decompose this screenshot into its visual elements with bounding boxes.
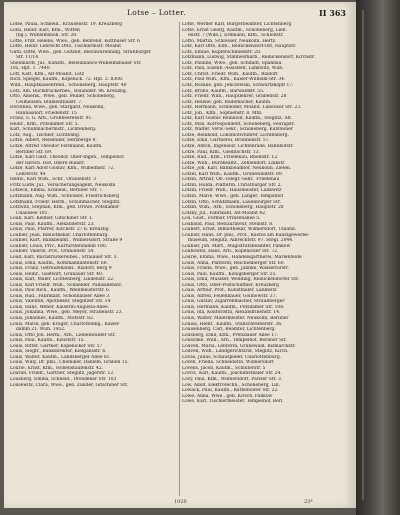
- directory-entry: Louis, Karl Friedr. Wilh., Schneider, Pallisadenstr.: [10, 282, 123, 288]
- directory-entry: Lotz, Emilie, Kupferschmiedstr. 28.: [182, 49, 262, 55]
- directory-entry: Louis, Paul, Kaufm., Königsberger Str. 25.: [182, 271, 277, 277]
- directory-entry: Lotsi, Heinr. Karl, Kfm., Witten: [10, 27, 80, 33]
- directory-entry: damm 21. Wilh. 1452.: [16, 327, 66, 333]
- directory-entry: Loubier, Jean, Bibliothekar, Charlottenburg.: [10, 232, 109, 238]
- directory-entry: Louis, Heinr., Gastwirt, Grünauer Str. 40.: [10, 271, 104, 277]
- directory-entry: Hedw., Karl Wilh., Schr., Oranienstr. 3: [10, 177, 96, 183]
- directory-entry: Loud, Karl, Buchdruckereibes., Stralauer Str. 3.: [10, 254, 118, 260]
- directory-entry: Lotze, Anton, Ingenieur, Lichtenrade, Bahnhofstr.: [182, 144, 294, 150]
- directory-entry: Lotzky, Jul., Fabrikant, Alt-Moabit 42.: [182, 210, 267, 216]
- directory-entry: Lotz, Max, Korrespondent, Schöneberg, Feurigstr.: [182, 121, 295, 127]
- directory-entry: Louisenberg, Carl, Beamter, Lichtenberg.: [182, 327, 276, 333]
- directory-entry: Ceilhausen, Blumenthalstr. 7.: [16, 99, 83, 105]
- directory-entry: Loub, Karl, Kellner, Gitschiner Str. 1.: [10, 216, 94, 222]
- directory-entry: Louven, Maria, Lehrerin, Grunewald, Bismarckstr.: [182, 343, 296, 349]
- directory-entry: Lotze, Karl Adolf Gustav, Kfm., Wilhelmstr. 72.: [10, 166, 115, 172]
- directory-entry: Lotze, Wilh., Bürobeamt., Zehlendorf, Linkstr.: [182, 160, 286, 166]
- page-footer: [4, 498, 356, 507]
- directory-entry: Louis, Gustav, Zigarrenmacher, Straußberger: [182, 299, 285, 305]
- directory-entry: Louran, Friedr., Gärtner, Steglitz, Jägerstr. 12: [10, 371, 114, 377]
- directory-entry: der Hirsch. Hof, Obere Bunstr.: [16, 160, 86, 166]
- directory-entry: enstr. 7 (Wilh.), Erdmann, Kfm., Schloßstr.: [188, 33, 284, 39]
- directory-entry: Louis, Emil, Kaufm., Kommandantenstr. 60.: [10, 260, 108, 266]
- directory-entry: Louis, Johannes, Kaufm., Motzstr. 82.: [10, 315, 95, 321]
- directory-entry: Loubert, Ernst, Bibliothekar, Wilmersdorf, Uhland.: [182, 227, 297, 233]
- directory-entry: Louis, Franz, Getreidehändl., Rixdorf, Berg 9: [10, 266, 112, 272]
- running-head: Lotse – Lotter.: [127, 8, 186, 17]
- directory-entry: Lotzmann, Aug. Wilh., Schlosser, Friedrichsberg: [10, 193, 120, 199]
- right-column: [182, 22, 348, 496]
- directory-entry: Lotz, Helene, geb. Rademacher, Kaufm.: [182, 99, 272, 105]
- directory-entry: Low, Adolf, Elektrotechn., Schöneberg, Lin.: [182, 382, 280, 388]
- directory-entry: Guth.-Ditte, Wwe., geb. Gutzeit, Blechwarenhdlg. Straßburger: [10, 49, 151, 55]
- directory-entry: Heinr., Kfm., Potsdamer Str. 5.: [10, 121, 79, 127]
- directory-entry: Lotzin, Arthur, Ob.-Telegr.-Sekr., Friedenau: [182, 177, 280, 183]
- directory-entry: Lotze, Albert, Reisender, Herzberge 9.: [10, 138, 97, 144]
- directory-entry: Louis, Arthur, Prof., Kunstmaler, Lankwitz: [182, 288, 277, 294]
- directory-entry: Lotzel, Karl Wilh., Kaufm., Grunewaldstr. 89.: [182, 171, 284, 177]
- directory-entry: Louis, Ritter, Gärtner, Kopenicker Str. 57: [10, 343, 103, 349]
- directory-entry: Lotze, Rud., Kfm., Friedenau, Rheinstr. 12.: [182, 155, 279, 161]
- directory-entry: Louis, Willy, Dr. phil., Chemiker, Dahlem, Graben 15.: [10, 360, 129, 366]
- directory-entry: 105, Hpt. 1. 7440.: [10, 66, 51, 72]
- directory-entry: Lotz, Bruno, Kaufm., Bärwaldstr. 55.: [182, 88, 265, 94]
- directory-entry: Berliner Str. 69.: [16, 149, 53, 155]
- directory-entry: Louis, Rud., Fabrikant, Schönhauser Allee 3.: [10, 293, 111, 299]
- directory-entry: Lotzin, Otto, Schutzmann, Lauenburger Str.: [182, 199, 281, 205]
- directory-entry: Louis, Siegfr., Bankdirektor, Kielgansstr. 6.: [10, 349, 107, 355]
- directory-entry: Lotz, Paul, Eisenb.-Assistent, Lankwitz, Wilh.: [182, 66, 284, 72]
- directory-entry: Louis, Karl, Maler, Lichtenberg, Lindenstr. 22.: [10, 277, 115, 283]
- directory-entry: Lehrerstr. 44: [16, 171, 46, 177]
- directory-entry: Lovens, Jacob, Kaufm., Schlüterstr. 5: [182, 365, 266, 371]
- directory-entry: museum, Steglitz, Albrechtstr. 97. Stegl. 2044.: [188, 238, 294, 244]
- directory-entry: Louis, Paul, Kaufm., Kleiststr. 15.: [10, 338, 85, 344]
- directory-entry: Louis, Marie, geb. Krüger, Charlottenbg., Kaiser-: [10, 321, 121, 327]
- directory-entry: Loubier, Valerie, Priv., Oranienstr. 54.: [10, 249, 95, 255]
- directory-entry: Louven, Wilh., Landgerichtsrat, Steglitz, Kirch.: [182, 349, 289, 355]
- directory-entry: Louis, Walter, Kaufm., Landsberger Allee 81.: [10, 354, 111, 360]
- directory-entry: Lotz, Joh., Kfm., Sophienstr. 8. Mtb.: [182, 110, 263, 116]
- directory-entry: Louis, Paul, Pfarrer, Kirchstr. 27 b. Kreuzbg.: [10, 227, 110, 233]
- directory-entry: Lousberg, Emma, Schneid., Dresdener Str. 103: [10, 377, 117, 382]
- directory-entry: Louis, Hermann, Kaufm., Potsdamer Str. 108.: [182, 304, 285, 310]
- directory-entry: Lourié, Emma, Wwe., Handelsgärtnerei, Marienfelde: [182, 254, 302, 260]
- directory-entry: Lotte, Werner Karl, Bürgerbeamter, Lichtenberg: [182, 22, 292, 27]
- directory-entry: Lotze, Karl Gust. Theodor, Ober-Ingen., Tempelhof: [10, 155, 124, 161]
- directory-entry: Loubier, Kurt, Bankbeamt., Wilmersdorf, Straße 9: [10, 238, 123, 244]
- directory-entry: Loubowitz, Hans, Arb., Kopenicker Str. 72.: [182, 249, 279, 255]
- directory-entry: Louis, Paul, Kaufm., Alexanderstr. 23.: [10, 221, 95, 227]
- directory-entry: Franz, S. G. Arb., Großbeerenstr. 91.: [10, 116, 93, 122]
- directory-entry: Louis, Valentin, Apotheker, Steglitzer Str. 14: [10, 299, 111, 305]
- directory-entry: Loubier, Hans, Dr. phil., Prof., Kustos am Kunstgewerbe-: [182, 232, 310, 238]
- directory-entry: Lotze, Reinhold, Lokomotivführer, Lichtenberg.: [182, 132, 289, 138]
- directory-entry: Fritz Ludw. Jul., Versicherungsagent, Neukölln: [10, 182, 116, 188]
- directory-entry: Lotzeck, Emma, Schneid., Berliner Str. 7.: [10, 188, 104, 194]
- directory-entry: Lowe, Karl, Tischlermeister, Tempelhof, Berl.: [182, 399, 284, 405]
- directory-entry: Lowe, Anna, Wwe., geb. Kirsch, Pankow: [182, 393, 273, 399]
- directory-entry: Lovric, Karl, Kaufm., Joachimsthaler Str. 24.: [182, 371, 282, 377]
- directory-entry: Lotz, Pauline, Wwe., geb. Schmidt, Spandau: [182, 60, 282, 66]
- directory-entry: Lotz, Walter, Verw.-Sekr., Schöneberg, Kufsteiner: [182, 127, 293, 133]
- directory-entry: Louis, Johanna, Wwe., geb. Meyer, Straßenstr. 23.: [10, 310, 123, 316]
- directory-entry: Str. 11/14.: [16, 55, 40, 61]
- directory-entry: Otto, Amerik., Wwe., geb. Müller, Schöneberg,: [10, 94, 116, 100]
- directory-entry: Louis, Hans, Weber, Kaiserin-Augusta-Allee.: [10, 304, 110, 310]
- directory-entry: Loubaud, Paul, Restaurateur, Steinstr. 8.: [182, 221, 274, 227]
- directory-entry: Lotzin, Hulda, Plätterin, Christburger Str. 2.: [182, 182, 282, 188]
- directory-entry: Lotz, Hermann, Schneider, Moabit, Lübecker Str. 23.: [182, 105, 302, 111]
- directory-entry: Lotse, Paula, Schneid., Krausenstr. 19. Kreuzberg: [10, 22, 123, 27]
- directory-entry: Louis, Frieda, Wwe., geb. Jahnke, Wassertorstr.: [182, 266, 289, 272]
- directory-entry: Lousberg, Emil, Kfm., Prenzlauer Allee 17.: [182, 332, 279, 338]
- directory-entry: Lotz, Paul Wilh., Kfm., Kaiser-Wilhelm-Str. 34.: [182, 77, 286, 83]
- directory-entry: Lotto, Martin, Schlosser, Neukölln, Hertz.: [182, 38, 277, 44]
- directory-entry: Louisa, Heinr., Kaufm., Stallschreiberstr. 36.: [182, 321, 283, 327]
- directory-entry: Louis, Anna, Plätterin, Reichenberger Str. 60.: [182, 260, 285, 266]
- directory-entry: Karl, Schuhmachermstr., Lichtenberg.: [10, 127, 97, 133]
- directory-entry: Lotz, Christ. Friedr. Wilh., Kaufm., Rixdorf: [182, 71, 278, 77]
- directory-entry: Lotte, Heinr. Lebrecht Otto, Tischlermstr. Moabit: [10, 44, 122, 50]
- directory-entry: Lotz, Karl Otto, Kfm., Reinickendorf-Ost, Hauptstr.: [182, 44, 297, 50]
- directory-entry: Louis, Alfred, Feilenhauer, Gollnowstr. 37.: [182, 293, 277, 299]
- directory-entry: Lovell, Frieda, Schneiderin, Wilmersdorf: [182, 360, 274, 366]
- directory-entry: Chaussee 101.: [16, 210, 49, 216]
- directory-entry: Lou, Gust., Former, Prinzenallee 5.: [182, 216, 261, 222]
- directory-entry: Louis, Emil, Musiker, Wedding, Reinickendorfer Str.: [182, 277, 300, 283]
- directory-page: [4, 2, 356, 508]
- left-column: [10, 22, 176, 496]
- directory-entry: Louis, Otto Joh. Herm., Arb., Liebenwalder Str.: [10, 332, 116, 338]
- directory-entry: Lotzmann, Ludwig, Stahlwerkarb., Reinickendorf, Kirchstr.: [182, 55, 316, 61]
- directory-entry: Louis, Walter, Malermeister, Neukölln, Berliner: [182, 315, 289, 321]
- column-divider: [179, 22, 180, 496]
- directory-entry: Lotzwitz, Stephan, Kfm., geb. Dröws, Potsdamer: [10, 205, 120, 211]
- directory-entry: Lotte, Ernst Georg, Kaufm., Schöneberg, Lieb.: [182, 27, 287, 33]
- directory-entry: Dorothea, Wwe., geb. Stargard, Neukölln,: [10, 105, 105, 111]
- page-number: II 363: [319, 8, 346, 18]
- directory-entry: Lotz, Alb. Buchdruckerbes., Rolandstr. 96. Kreuzbg.: [10, 88, 128, 94]
- directory-entry: Lotz, Rosalie, geb. Jenczewski, Schwartzkopff 17.: [182, 83, 294, 89]
- directory-entry: Lousewitz, Clara, Wwe., geb. Zander, Gitschiner Str.: [10, 382, 129, 388]
- directory-entry: Louis, Paul Rich., Kaufm., Weinmeisterstr. 6.: [10, 288, 111, 294]
- directory-entry: Lotz, Aug., Tischler, Lichtenbg.: [10, 132, 81, 138]
- directory-entry: Rich. Spiegel, Kaufm., Kopenick. 72. Hpt. 2. 8308.: [10, 77, 124, 83]
- directory-entry: Loubier, Louis, Priv., Kurfürstendamm 180.: [10, 243, 108, 249]
- directory-entry: Lowack, Paul, Kaufm., Rathenower Str. 22.: [182, 388, 279, 394]
- directory-entry: Lotze, Alfred Theodor Ferdinand, Kaufm.: [10, 144, 103, 150]
- directory-entry: Lourié, Ernst, Kfm., Hohenstaufenstr. 42.: [10, 365, 104, 371]
- directory-entry: Lotzmann, Friedr. Herm., Schuhmacher, Steglitz.: [10, 199, 121, 205]
- directory-entry: Lovy, Paul, Kfm., Wilmersdorf, Pariser Str. 3.: [182, 377, 283, 382]
- directory-entry: (bg.), Wilhelmshöh. Str. 20.: [16, 33, 78, 39]
- directory-entry: Louis, Otto, Ober-Postschaffner, Kreuzberg: [182, 282, 279, 288]
- page-header: [12, 6, 350, 20]
- directory-entry: Lotze, Joh. Karl, Bankbeamter, Neukölln, Zieten.: [182, 166, 292, 172]
- directory-entry: Lotte, Frdr. Helene, Wwe., geb. Behrend, Kottbuser Str. 6: [10, 38, 140, 44]
- directory-entry: Louschke, Wilh., Arb., Tempelhof, Berliner Str.: [182, 338, 287, 344]
- directory-entry: Lotzin, Friedr. Wilh., Hausmeister, Lankwitz: [182, 188, 282, 194]
- directory-entry: Lotzin, Marie, Wwe., geb. Langer, Tempelhof: [182, 193, 284, 199]
- directory-entry: Lotzin, Wilh., Arb., Schöneberg, Hauptstr. 28: [182, 205, 284, 211]
- directory-entry: Loubier, Joh. Mart., Magistratsbeamter, Pankow: [182, 243, 291, 249]
- directory-entry: Lotz, Karl Gustav Reinhold, Kaufm., Steglitz, Alt.: [182, 116, 293, 122]
- directory-entry: Lotze, Paul, Kfm., Gleditschstr. 13.: [182, 149, 260, 155]
- directory-entry: Lotze, Emil, Gärtnerei, Brunnenstr. 57.: [182, 138, 270, 144]
- directory-entry: Louis, Ida, Kontoristin, Alexandrinenstr. 14.: [182, 310, 281, 316]
- footer-year: 1920: [174, 499, 187, 505]
- page-edge-line: [362, 10, 364, 500]
- directory-entry: Lovas, Julius, Schauspieler, Charlottenburg.: [182, 354, 282, 360]
- directory-entry: Lotz, Friedr. Wilh., Hauptlehrer, Grabenstr. 28: [182, 94, 287, 100]
- directory-entry: Hannasdorf, Friedenstr. 15: [16, 110, 77, 116]
- directory-entry: Lott, Karl, Kfm., Alt-Moabit, Lotz: [10, 71, 85, 77]
- directory-entry: Wilh., Hauptkassenrend., Schöneberg, Hauptstr. 40: [10, 83, 127, 89]
- directory-entry: Sheinhardt, Jul., Kunstb., Bellealliance-Wilhelmsbader Str.: [10, 60, 142, 66]
- footer-signature: 23*: [304, 499, 313, 505]
